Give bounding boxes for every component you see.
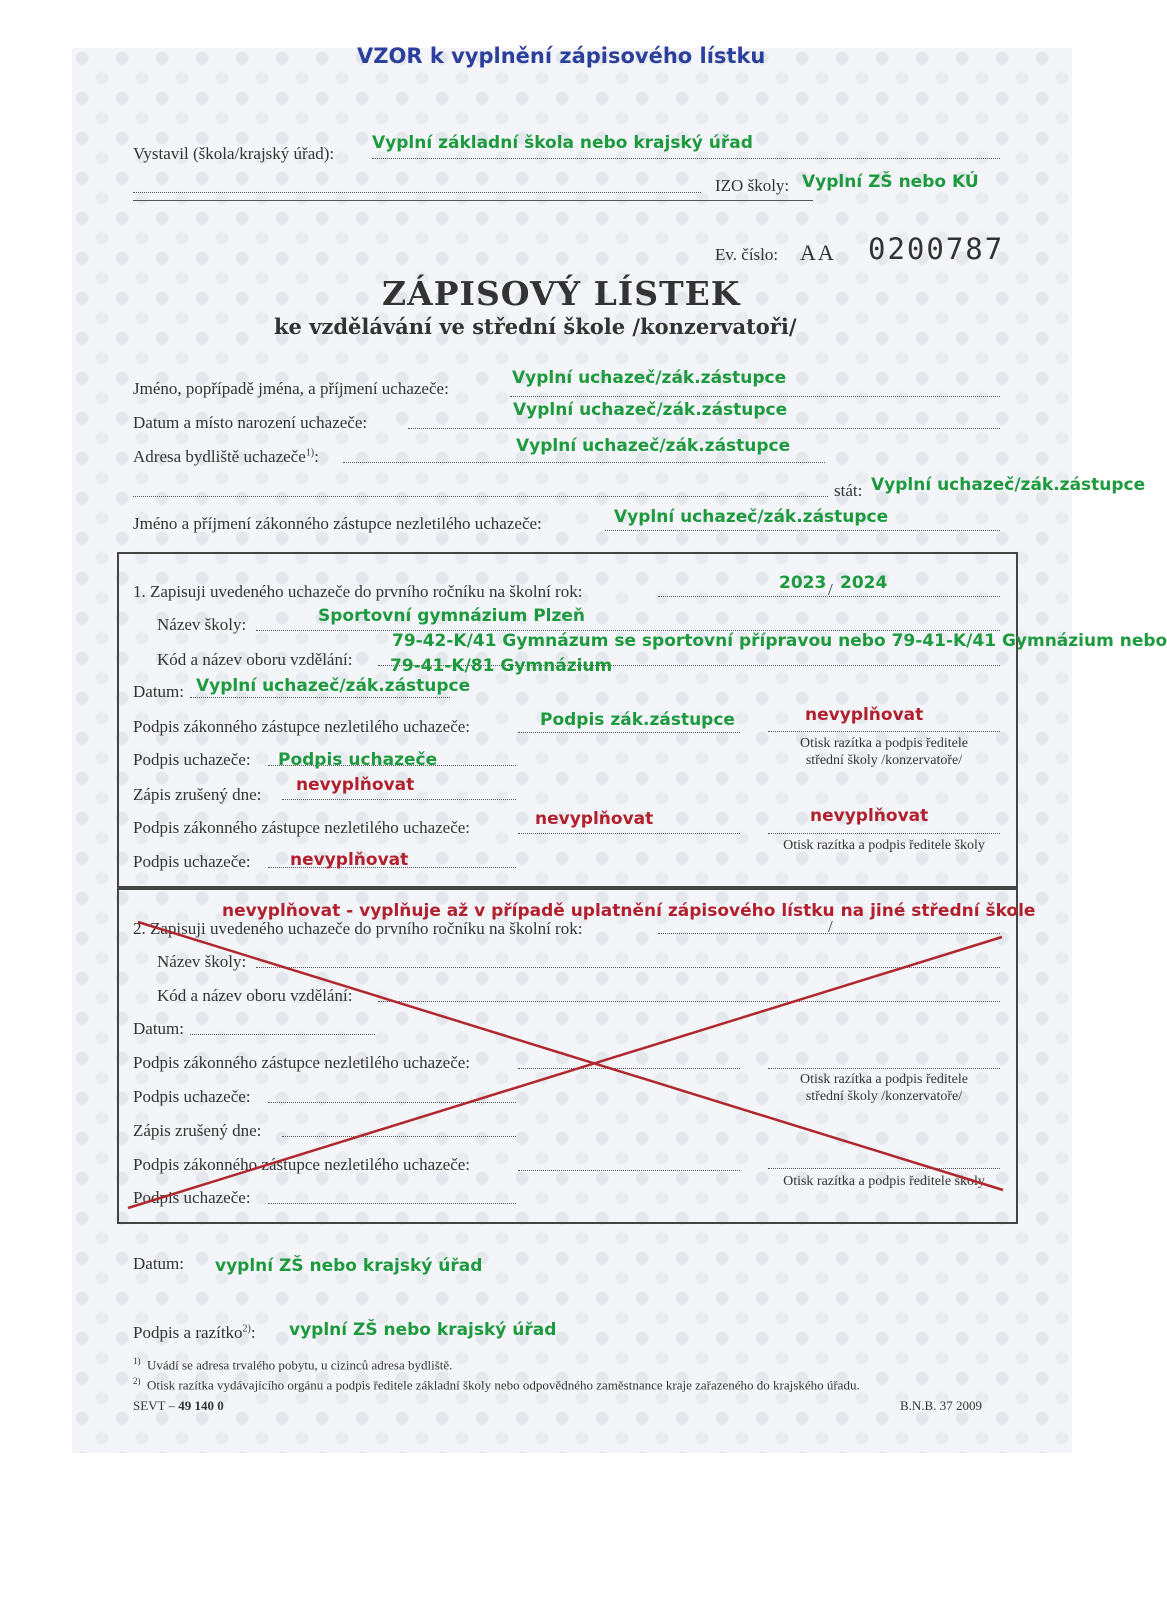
footer-podpis-value[interactable]: vyplní ZŠ nebo krajský úřad [289,1320,557,1340]
s1-podpis-zastupce2-label: Podpis zákonného zástupce nezletilého uchazeče: [133,818,471,837]
ev-series: AA [800,240,836,265]
s2-kod-label: Kód a název oboru vzdělání: [157,986,353,1005]
footer-podpis-label [133,1323,256,1343]
footnote-1-text: Uvádí se adresa trvalého pobytu, u cizinců adresa bydliště. [147,1357,453,1373]
ev-label: Ev. číslo: [715,245,779,264]
s1-podpis-zastupce-value[interactable]: Podpis zák.zástupce [540,710,735,730]
s2-note: nevyplňovat - vyplňuje až v případě uplatnění zápisového lístku na jiné střední škole [222,901,1036,921]
s1-zruseni-value: nevyplňovat [296,775,415,795]
s2-podpis-uchazece-label: Podpis uchazeče: [133,1087,251,1106]
form-subtitle: ke vzdělávání ve střední škole /konzervatoři/ [274,314,797,339]
s1-podpis-uchazece-label: Podpis uchazeče: [133,750,251,769]
footer-podpis-sup: 2) [242,1323,251,1335]
sevt-prefix: SEVT – [133,1398,179,1413]
s2-zapis-label: 2. Zapisuji uvedeného uchazeče do prvního ročníku na školní rok: [133,919,583,938]
stat-label: stát: [834,481,863,500]
izo-value[interactable]: Vyplní ZŠ nebo KÚ [802,172,979,192]
datum-narozeni-value[interactable]: Vyplní uchazeč/zák.zástupce [513,400,788,420]
s1-podpis-uchazece2-value: nevyplňovat [290,850,409,870]
s1-kod-label: Kód a název oboru vzdělání: [157,650,353,669]
s1-nazev-label: Název školy: [157,615,247,634]
zastupce-label: Jméno a příjmení zákonného zástupce nezletilého uchazeče: [133,514,542,533]
s1-zapis-label: 1. Zapisuji uvedeného uchazeče do prvního ročníku na školní rok: [133,582,583,601]
s1-stamp-caption-1: Otisk razítka a podpis ředitele [800,736,968,751]
s1-zruseni-label: Zápis zrušený dne: [133,785,262,804]
datum-narozeni-label: Datum a místo narození uchazeče: [133,413,368,432]
footer-datum-value[interactable]: vyplní ZŠ nebo krajský úřad [215,1256,483,1276]
s2-nazev-label: Název školy: [157,952,247,971]
sevt-number: 49 140 0 [178,1398,224,1413]
s2-stamp2-caption: Otisk razítka a podpis ředitele školy [783,1174,985,1189]
s1-year-to[interactable]: 2024 [840,573,888,593]
cross-line-1 [138,922,1003,1190]
footnote-1 [133,1356,452,1373]
footer-podpis-label-text: Podpis a razítko [133,1323,243,1342]
s2-stamp-caption-2: střední školy /konzervatoře/ [805,1089,963,1104]
adresa-label-text: Adresa bydliště uchazeče [133,447,306,466]
s1-year-from[interactable]: 2023 [779,573,827,593]
footnote-1-sup: 1) [133,1356,141,1366]
adresa-colon: : [314,447,319,466]
s1-podpis-zastupce-label: Podpis zákonného zástupce nezletilého uchazeče: [133,717,471,736]
stat-value[interactable]: Vyplní uchazeč/zák.zástupce [871,475,1146,495]
s1-kod-value-2[interactable]: 79-41-K/81 Gymnázium [390,656,613,676]
jmeno-label: Jméno, popřípadě jména, a příjmení uchazeče: [133,379,449,398]
s2-podpis-uchazece2-label: Podpis uchazeče: [133,1188,251,1207]
footnote-2-sup: 2) [133,1376,141,1386]
vystavil-label: Vystavil (škola/krajský úřad): [133,144,335,163]
s2-podpis-zastupce-label: Podpis zákonného zástupce nezletilého uchazeče: [133,1053,471,1072]
s1-stamp-value: nevyplňovat [805,705,924,725]
s1-year-sep: / [828,580,833,599]
adresa-sup: 1) [305,447,315,459]
s1-datum-value[interactable]: Vyplní uchazeč/zák.zástupce [196,676,471,696]
s1-kod-value-1[interactable]: 79-42-K/41 Gymnázum se sportovní přípravou nebo 79-41-K/41 Gymnázium nebo [392,631,1167,651]
footer-datum-label: Datum: [133,1254,184,1273]
footer-podpis-colon: : [250,1323,256,1342]
s2-podpis-zastupce2-label: Podpis zákonného zástupce nezletilého uchazeče: [133,1155,471,1174]
s2-datum-label: Datum: [133,1019,184,1038]
s2-year-sep: / [828,917,833,936]
sevt-code [133,1398,224,1414]
cross-line-2 [128,937,1002,1208]
vzor-title: VZOR k vyplnění zápisového lístku [357,44,766,68]
adresa-value[interactable]: Vyplní uchazeč/zák.zástupce [516,436,791,456]
ev-number: 0200787 [868,232,1005,266]
s1-stamp-caption-2: střední školy /konzervatoře/ [805,753,963,768]
s1-nazev-value[interactable]: Sportovní gymnázium Plzeň [318,606,586,626]
s1-stamp2-value: nevyplňovat [810,806,929,826]
s1-podpis-uchazece-value[interactable]: Podpis uchazeče [278,750,438,770]
form-title: ZÁPISOVÝ LÍSTEK [382,274,741,313]
vystavil-value[interactable]: Vyplní základní škola nebo krajský úřad [372,133,753,153]
s2-zruseni-label: Zápis zrušený dne: [133,1121,262,1140]
s1-podpis-zastupce2-value: nevyplňovat [535,809,654,829]
zastupce-value[interactable]: Vyplní uchazeč/zák.zástupce [614,507,889,527]
s1-podpis-uchazece2-label: Podpis uchazeče: [133,852,251,871]
izo-label: IZO školy: [715,176,790,195]
bnb-code: B.N.B. 37 2009 [900,1398,982,1413]
s1-stamp2-caption: Otisk razítka a podpis ředitele školy [783,838,985,853]
footnote-2-text: Otisk razítka vydávajícího orgánu a podpis ředitele základní školy nebo odpovědného zaměstnance kraje zařazeného do krajského úřadu. [147,1377,860,1393]
s2-stamp-caption-1: Otisk razítka a podpis ředitele [800,1072,968,1087]
s1-datum-label: Datum: [133,682,184,701]
footnote-2 [133,1376,860,1393]
jmeno-value[interactable]: Vyplní uchazeč/zák.zástupce [512,368,787,388]
